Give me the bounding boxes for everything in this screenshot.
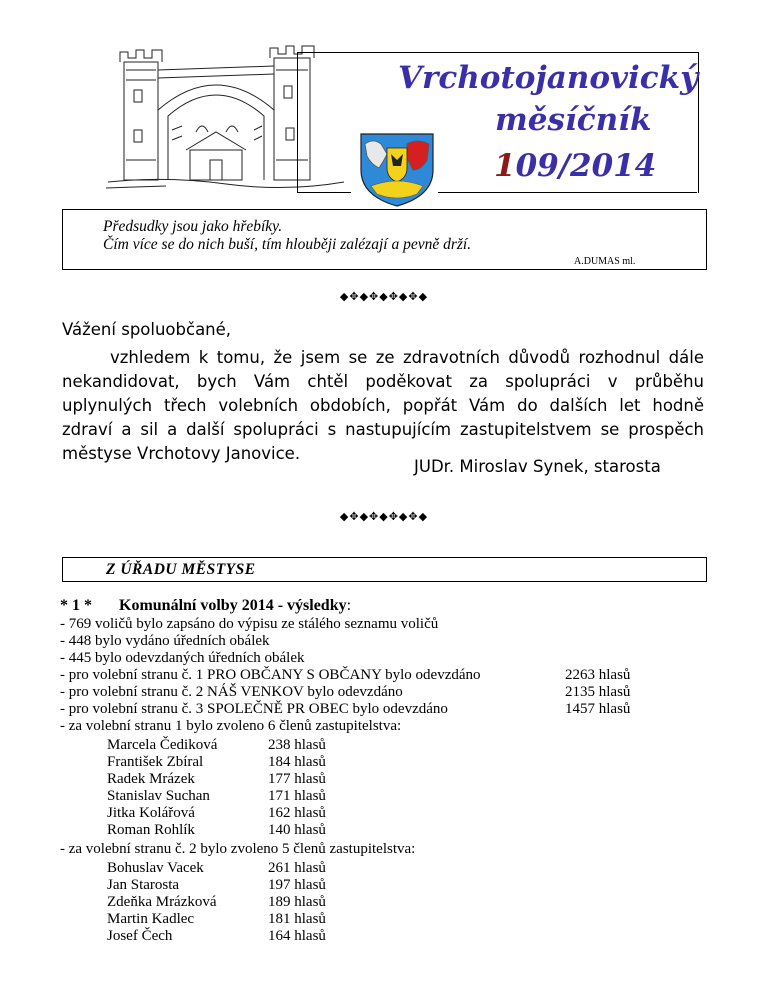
letter-line: uplynulých třech volebních obdobích, popřát Vám do dalších let hodně	[62, 396, 704, 415]
quote-author: A.DUMAS ml.	[574, 256, 636, 267]
result-row: - za volební stranu č. 2 bylo zvoleno 5 členů zastupitelstva:	[60, 841, 416, 857]
masthead-title-line1: Vrchotojanovický	[398, 60, 699, 96]
quote-line-2: Čím více se do nich buší, tím hlouběji zalézají a pevně drží.	[103, 236, 472, 253]
member-votes: 238 hlasů	[268, 737, 326, 753]
member-votes: 140 hlasů	[268, 822, 326, 838]
member-name: Zdeňka Mrázková	[107, 894, 217, 910]
member-name: Stanislav Suchan	[107, 788, 210, 804]
item-title-suffix: :	[346, 597, 352, 614]
member-votes: 181 hlasů	[268, 911, 326, 927]
member-name: Radek Mrázek	[107, 771, 195, 787]
issue-number	[494, 148, 656, 184]
member-votes: 177 hlasů	[268, 771, 326, 787]
result-row: - 448 bylo vydáno úředních obálek	[60, 633, 270, 649]
member-name: Roman Rohlík	[107, 822, 195, 838]
quote-line-1: Předsudky jsou jako hřebíky.	[103, 218, 283, 235]
letter-body	[62, 346, 704, 466]
member-votes: 171 hlasů	[268, 788, 326, 804]
letter-line: vzhledem k tomu, že jsem se ze zdravotních důvodů rozhodnul dále	[110, 348, 704, 367]
member-name: František Zbíral	[107, 754, 204, 770]
letter-greeting: Vážení spoluobčané,	[62, 320, 232, 339]
letter-signature: JUDr. Miroslav Synek, starosta	[414, 457, 661, 476]
title-frame-line	[297, 192, 351, 193]
letter-line: zdraví a sil a další spolupráci s nastupujícím zastupitelstvem se prospěch	[62, 420, 704, 439]
member-name: Martin Kadlec	[107, 911, 195, 927]
member-name: Jan Starosta	[107, 877, 180, 893]
issue-number-prefix: 1	[494, 148, 516, 184]
party-votes: 2135 hlasů	[565, 684, 631, 700]
result-row: - 769 voličů bylo zapsáno do výpisu ze stálého seznamu voličů	[60, 616, 439, 632]
member-votes: 162 hlasů	[268, 805, 326, 821]
result-row: - 445 bylo odevzdaných úředních obálek	[60, 650, 305, 666]
letter-line: městyse Vrchotovy Janovice.	[62, 444, 301, 463]
ornament-separator: ◆✥◆✥◆✥◆✥◆	[339, 290, 429, 303]
masthead-title-line2: měsíčník	[495, 102, 652, 138]
member-votes: 164 hlasů	[268, 928, 326, 944]
result-row: - pro volební stranu č. 2 NÁŠ VENKOV bylo odevzdáno	[60, 684, 403, 700]
item-title	[119, 597, 351, 615]
item-number: * 1 *	[60, 597, 92, 614]
coat-of-arms-icon	[357, 130, 437, 208]
member-votes: 184 hlasů	[268, 754, 326, 770]
result-row: - pro volební stranu č. 1 PRO OBČANY S OBČANY bylo odevzdáno	[60, 667, 481, 683]
member-name: Bohuslav Vacek	[107, 860, 204, 876]
ornament-separator: ◆✥◆✥◆✥◆✥◆	[339, 510, 429, 523]
section-title: Z ÚŘADU MĚSTYSE	[106, 561, 256, 578]
item-title-text: Komunální volby 2014 - výsledky	[119, 597, 347, 614]
party-votes: 1457 hlasů	[565, 701, 631, 717]
party-votes: 2263 hlasů	[565, 667, 631, 683]
letter-line: nekandidovat, bych Vám chtěl poděkovat za spolupráci v průběhu	[62, 372, 704, 391]
member-votes: 197 hlasů	[268, 877, 326, 893]
result-row: - za volební stranu 1 bylo zvoleno 6 členů zastupitelstva:	[60, 718, 402, 734]
issue-number-rest: 09/2014	[515, 148, 657, 184]
member-name: Jitka Kolářová	[107, 805, 195, 821]
title-frame-line	[438, 192, 697, 193]
member-name: Josef Čech	[107, 928, 173, 944]
result-row: - pro volební stranu č. 3 SPOLEČNĚ PR OBEC bylo odevzdáno	[60, 701, 448, 717]
member-name: Marcela Čediková	[107, 737, 218, 753]
member-votes: 189 hlasů	[268, 894, 326, 910]
member-votes: 261 hlasů	[268, 860, 326, 876]
